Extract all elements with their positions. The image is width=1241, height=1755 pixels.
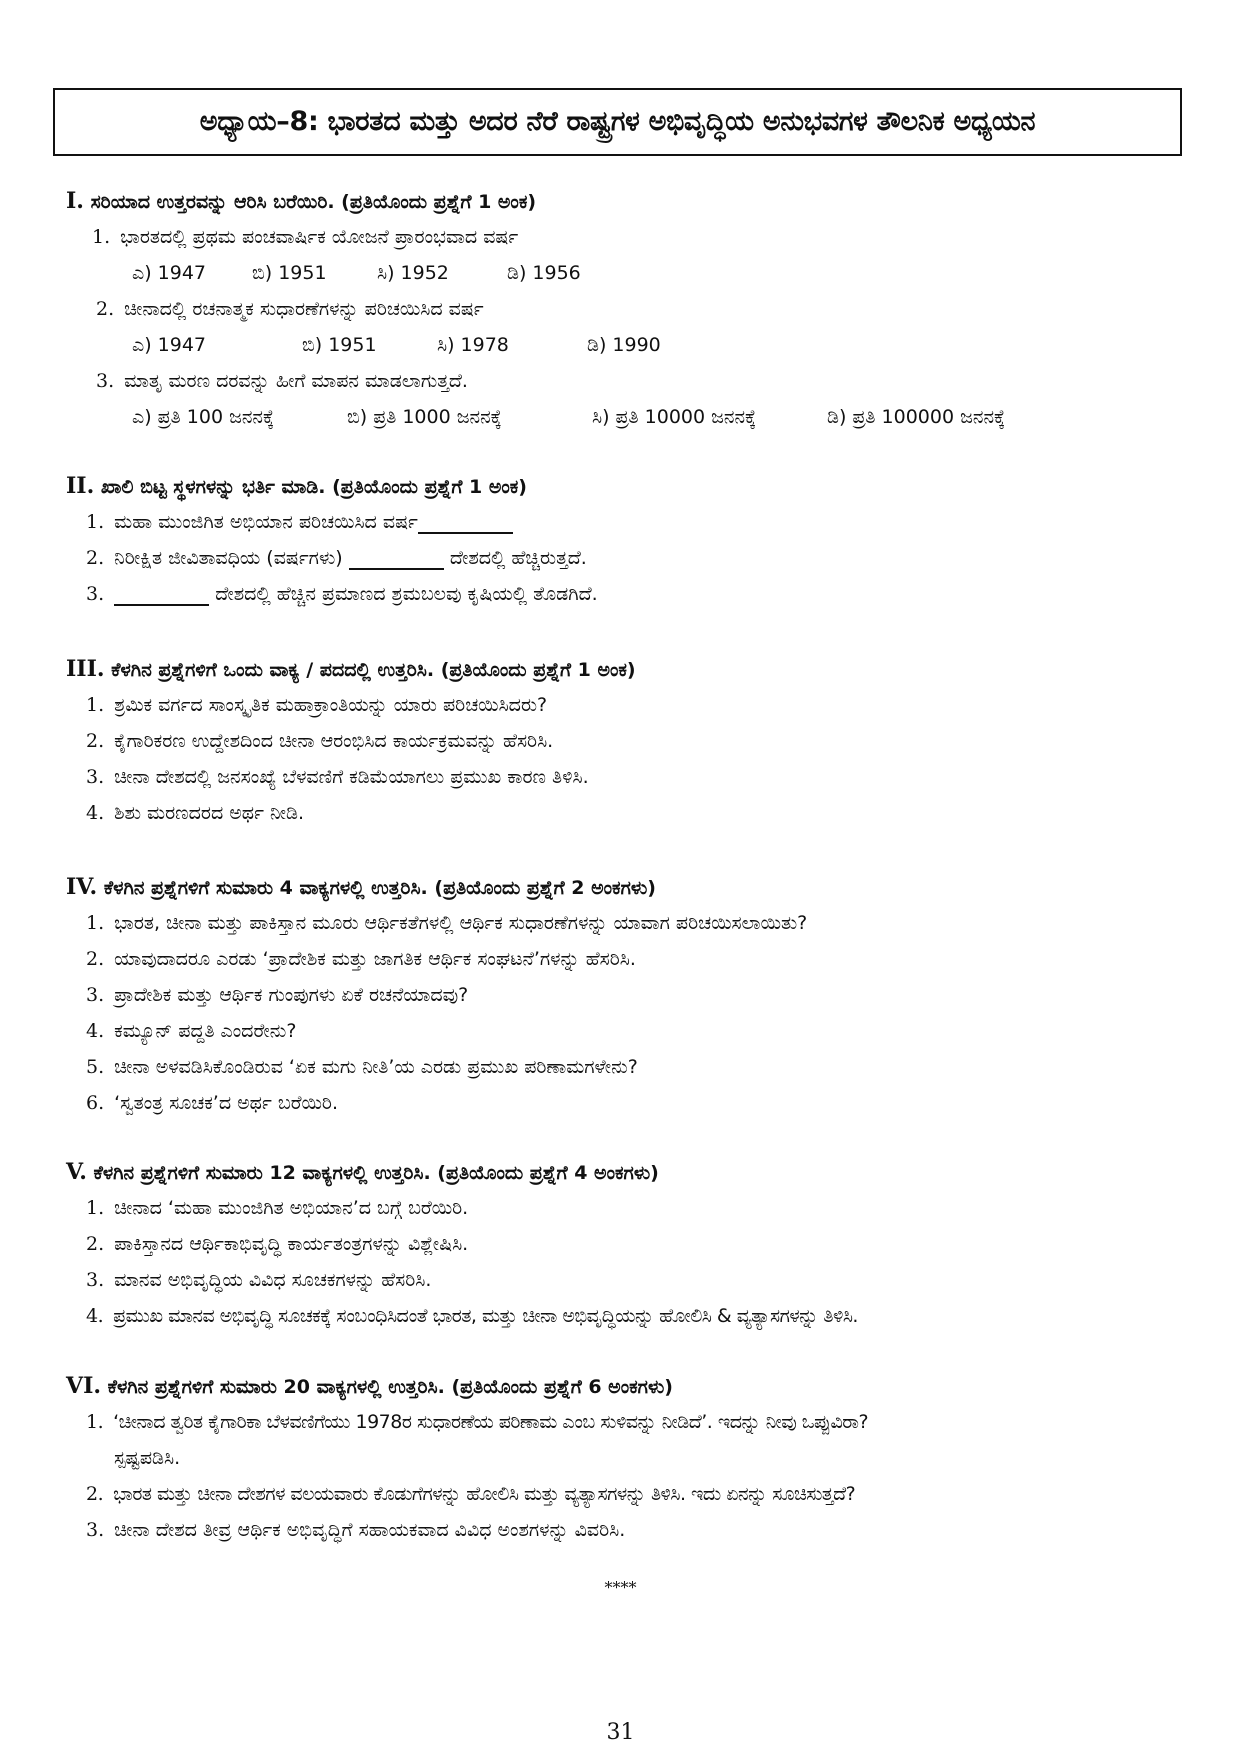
question: 1. ಭಾರತ, ಚೀನಾ ಮತ್ತು ಪಾಕಿಸ್ತಾನ ಮೂರು ಆರ್ಥಿಕತೆಗಳಲ್ಲಿ ಆರ್ಥಿಕ ಸುಧಾರಣೆಗಳನ್ನು ಯಾವಾಗ ಪರಿಚಯಿಸಲಾಯಿತು? bbox=[86, 912, 808, 934]
question: 4. ಪ್ರಮುಖ ಮಾನವ ಅಭಿವೃದ್ಧಿ ಸೂಚಕಕ್ಕೆ ಸಂಬಂಧಿಸಿದಂತೆ ಭಾರತ, ಮತ್ತು ಚೀನಾ ಅಭಿವೃದ್ಧಿಯನ್ನು ಹೋಲಿಸಿ & ವ್ಯತ್ಯಾಸಗಳನ್ನು ತಿಳಿಸಿ. bbox=[86, 1305, 858, 1327]
question: 3. ಪ್ರಾದೇಶಿಕ ಮತ್ತು ಆರ್ಥಿಕ ಗುಂಪುಗಳು ಏಕೆ ರಚನೆಯಾದವು? bbox=[86, 984, 469, 1006]
option: ಎ) ಪ್ರತಿ 100 ಜನನಕ್ಕೆ bbox=[132, 406, 275, 428]
question: 3. ಮಾತೃ ಮರಣ ದರವನ್ನು ಹೀಗೆ ಮಾಪನ ಮಾಡಲಾಗುತ್ತದೆ. bbox=[96, 370, 468, 392]
answer-blank bbox=[114, 584, 209, 606]
option: ಸಿ) 1978 bbox=[437, 334, 509, 356]
question: 2. ಕೈಗಾರಿಕರಣ ಉದ್ದೇಶದಿಂದ ಚೀನಾ ಆರಂಭಿಸಿದ ಕಾರ್ಯಕ್ರಮವನ್ನು ಹೆಸರಿಸಿ. bbox=[86, 730, 554, 752]
page-number: 31 bbox=[606, 1720, 635, 1745]
end-mark: **** bbox=[604, 1578, 637, 1597]
question: 1. ಶ್ರಮಿಕ ವರ್ಗದ ಸಾಂಸ್ಕೃತಿಕ ಮಹಾಕ್ರಾಂತಿಯನ್ನು ಯಾರು ಪರಿಚಯಿಸಿದರು? bbox=[86, 694, 548, 716]
options-row bbox=[66, 327, 1186, 363]
question: 3. ಚೀನಾ ದೇಶದಲ್ಲಿ ಜನಸಂಖ್ಯೆ ಬೆಳವಣಿಗೆ ಕಡಿಮೆಯಾಗಲು ಪ್ರಮುಖ ಕಾರಣ ತಿಳಿಸಿ. bbox=[86, 766, 589, 788]
question: 1. ‘ಚೀನಾದ ತ್ವರಿತ ಕೈಗಾರಿಕಾ ಬೆಳವಣಿಗೆಯು 1978ರ ಸುಧಾರಣೆಯ ಪರಿಣಾಮ ಎಂಬ ಸುಳಿವನ್ನು ನೀಡಿದೆ’. ಇದನ್ನು ನೀವು ಒಪ್ಪುವಿರಾ? bbox=[86, 1411, 869, 1433]
section-heading: VI. ಕೆಳಗಿನ ಪ್ರಶ್ನೆಗಳಿಗೆ ಸುಮಾರು 20 ವಾಕ್ಯಗಳಲ್ಲಿ ಉತ್ತರಿಸಿ. (ಪ್ರತಿಯೊಂದು ಪ್ರಶ್ನೆಗೆ 6 ಅಂಕಗಳು) bbox=[66, 1373, 673, 1399]
question: 1. ಭಾರತದಲ್ಲಿ ಪ್ರಥಮ ಪಂಚವಾರ್ಷಿಕ ಯೋಜನೆ ಪ್ರಾರಂಭವಾದ ವರ್ಷ bbox=[92, 226, 519, 248]
section-heading: V. ಕೆಳಗಿನ ಪ್ರಶ್ನೆಗಳಿಗೆ ಸುಮಾರು 12 ವಾಕ್ಯಗಳಲ್ಲಿ ಉತ್ತರಿಸಿ. (ಪ್ರತಿಯೊಂದು ಪ್ರಶ್ನೆಗೆ 4 ಅಂಕಗಳು) bbox=[66, 1159, 659, 1185]
option: ಬಿ) 1951 bbox=[252, 262, 327, 284]
section-1 bbox=[66, 183, 1186, 435]
question: 2. ಪಾಕಿಸ್ತಾನದ ಆರ್ಥಿಕಾಭಿವೃದ್ಧಿ ಕಾರ್ಯತಂತ್ರಗಳನ್ನು ವಿಶ್ಲೇಷಿಸಿ. bbox=[86, 1233, 469, 1255]
option: ಡಿ) 1956 bbox=[507, 262, 581, 284]
option: ಡಿ) ಪ್ರತಿ 100000 ಜನನಕ್ಕೆ bbox=[827, 406, 1006, 428]
question: 2. ನಿರೀಕ್ಷಿತ ಜೀವಿತಾವಧಿಯ (ವರ್ಷಗಳು) ದೇಶದಲ್ಲಿ ಹೆಚ್ಚಿರುತ್ತದೆ. bbox=[86, 547, 587, 569]
chapter-title-box bbox=[53, 88, 1182, 156]
option: ಸಿ) 1952 bbox=[377, 262, 449, 284]
question: 3. ಮಾನವ ಅಭಿವೃದ್ಧಿಯ ವಿವಿಧ ಸೂಚಕಗಳನ್ನು ಹೆಸರಿಸಿ. bbox=[86, 1269, 432, 1291]
option: ಎ) 1947 bbox=[132, 334, 207, 356]
section-heading: III. ಕೆಳಗಿನ ಪ್ರಶ್ನೆಗಳಿಗೆ ಒಂದು ವಾಕ್ಯ / ಪದದಲ್ಲಿ ಉತ್ತರಿಸಿ. (ಪ್ರತಿಯೊಂದು ಪ್ರಶ್ನೆಗೆ 1 ಅಂಕ) bbox=[66, 656, 636, 682]
question: 2. ಚೀನಾದಲ್ಲಿ ರಚನಾತ್ಮಕ ಸುಧಾರಣೆಗಳನ್ನು ಪರಿಚಯಿಸಿದ ವರ್ಷ bbox=[96, 298, 484, 320]
question: 2. ಯಾವುದಾದರೂ ಎರಡು ‘ಪ್ರಾದೇಶಿಕ ಮತ್ತು ಜಾಗತಿಕ ಆರ್ಥಿಕ ಸಂಘಟನೆ’ಗಳನ್ನು ಹೆಸರಿಸಿ. bbox=[86, 948, 636, 970]
question: 6. ‘ಸ್ವತಂತ್ರ ಸೂಚಕ’ದ ಅರ್ಥ ಬರೆಯಿರಿ. bbox=[86, 1092, 338, 1114]
option: ಬಿ) ಪ್ರತಿ 1000 ಜನನಕ್ಕೆ bbox=[347, 406, 502, 428]
option: ಡಿ) 1990 bbox=[587, 334, 661, 356]
question: 2. ಭಾರತ ಮತ್ತು ಚೀನಾ ದೇಶಗಳ ವಲಯವಾರು ಕೊಡುಗೆಗಳನ್ನು ಹೋಲಿಸಿ ಮತ್ತು ವ್ಯತ್ಯಾಸಗಳನ್ನು ತಿಳಿಸಿ. ಇದು ಏನನ್ನು ಸೂಚಿಸುತ್ತದೆ? bbox=[86, 1483, 856, 1505]
options-row bbox=[66, 255, 1186, 291]
question: 1. ಚೀನಾದ ‘ಮಹಾ ಮುಂಜಿಗಿತ ಅಭಿಯಾನ’ದ ಬಗ್ಗೆ ಬರೆಯಿರಿ. bbox=[86, 1197, 469, 1219]
section-6 bbox=[66, 1368, 1186, 1548]
chapter-title: ಅಧ್ಯಾಯ–8: ಭಾರತದ ಮತ್ತು ಅದರ ನೆರೆ ರಾಷ್ಟ್ರಗಳ ಅಭಿವೃದ್ಧಿಯ ಅನುಭವಗಳ ತೌಲನಿಕ ಅಧ್ಯಯನ bbox=[199, 106, 1036, 137]
question: 5. ಚೀನಾ ಅಳವಡಿಸಿಕೊಂಡಿರುವ ‘ಏಕ ಮಗು ನೀತಿ’ಯ ಎರಡು ಪ್ರಮುಖ ಪರಿಣಾಮಗಳೇನು? bbox=[86, 1056, 638, 1078]
section-2 bbox=[66, 468, 1186, 612]
section-4 bbox=[66, 869, 1186, 1121]
option: ಎ) 1947 bbox=[132, 262, 207, 284]
question: 3. ದೇಶದಲ್ಲಿ ಹೆಚ್ಚಿನ ಪ್ರಮಾಣದ ಶ್ರಮಬಲವು ಕೃಷಿಯಲ್ಲಿ ತೊಡಗಿದೆ. bbox=[86, 583, 598, 605]
question: 4. ಶಿಶು ಮರಣದರದ ಅರ್ಥ ನೀಡಿ. bbox=[86, 802, 304, 824]
options-row bbox=[66, 399, 1186, 435]
option: ಬಿ) 1951 bbox=[302, 334, 377, 356]
section-heading: IV. ಕೆಳಗಿನ ಪ್ರಶ್ನೆಗಳಿಗೆ ಸುಮಾರು 4 ವಾಕ್ಯಗಳಲ್ಲಿ ಉತ್ತರಿಸಿ. (ಪ್ರತಿಯೊಂದು ಪ್ರಶ್ನೆಗೆ 2 ಅಂಕಗಳು) bbox=[66, 874, 656, 900]
answer-blank bbox=[418, 512, 513, 534]
question: 4. ಕಮ್ಯೂನ್ ಪದ್ದತಿ ಎಂದರೇನು? bbox=[86, 1020, 297, 1042]
option: ಸಿ) ಪ್ರತಿ 10000 ಜನನಕ್ಕೆ bbox=[592, 406, 757, 428]
question: 3. ಚೀನಾ ದೇಶದ ತೀವ್ರ ಆರ್ಥಿಕ ಅಭಿವೃದ್ಧಿಗೆ ಸಹಾಯಕವಾದ ವಿವಿಧ ಅಂಶಗಳನ್ನು ವಿವರಿಸಿ. bbox=[86, 1519, 626, 1541]
section-3 bbox=[66, 651, 1186, 831]
section-heading: I. ಸರಿಯಾದ ಉತ್ತರವನ್ನು ಆರಿಸಿ ಬರೆಯಿರಿ. (ಪ್ರತಿಯೊಂದು ಪ್ರಶ್ನೆಗೆ 1 ಅಂಕ) bbox=[66, 188, 537, 214]
answer-blank bbox=[349, 548, 444, 570]
section-5 bbox=[66, 1154, 1186, 1334]
question-continuation: ಸ್ಪಷ್ಟಪಡಿಸಿ. bbox=[114, 1447, 181, 1469]
question: 1. ಮಹಾ ಮುಂಜಿಗಿತ ಅಭಿಯಾನ ಪರಿಚಯಿಸಿದ ವರ್ಷ bbox=[66, 504, 1186, 540]
section-heading: II. ಖಾಲಿ ಬಿಟ್ಟ ಸ್ಥಳಗಳನ್ನು ಭರ್ತಿ ಮಾಡಿ. (ಪ್ರತಿಯೊಂದು ಪ್ರಶ್ನೆಗೆ 1 ಅಂಕ) bbox=[66, 473, 527, 499]
